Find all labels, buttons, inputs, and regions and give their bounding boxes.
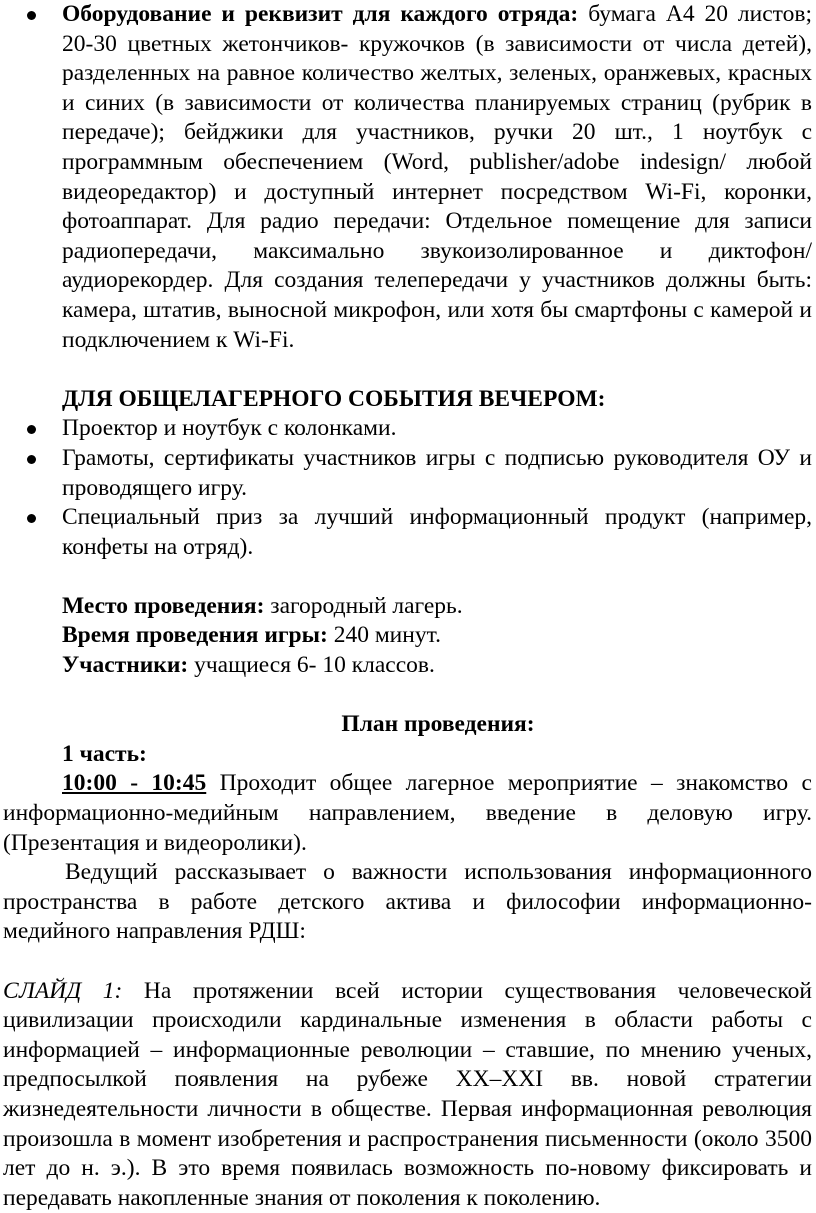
evening-heading: ДЛЯ ОБЩЕЛАГЕРНОГО СОБЫТИЯ ВЕЧЕРОМ: (62, 385, 606, 412)
spacer (0, 681, 816, 711)
equipment-list (0, 0, 816, 355)
evening-item (0, 444, 816, 503)
evening-item-text: Специальный приз за лучший информационный продукт (например, конфеты на отряд). (62, 504, 812, 560)
time-line (62, 621, 816, 651)
bullet-icon (27, 514, 36, 523)
schedule-paragraph (0, 769, 816, 858)
bullet-icon (27, 455, 36, 464)
spacer (0, 947, 816, 977)
slide-label: СЛАЙД 1: (3, 977, 123, 1004)
event-info (0, 592, 816, 681)
equipment-text: бумага А4 20 листов; 20-30 цветных жетончиков- кружочков (в зависимости от числа детей), разделенных на равное количество желтых, зеленых, оранжевых, красных и синих (в зависимости от количества планируемых страниц (рубрик в передаче); бейджики для участников, ручки 20 шт., 1 ноутбук с программным обеспечением (Word, publisher/adobe indesign/ любой видеоредактор) и доступный интернет посредством Wi-Fi, коронки, фотоаппарат. Для радио передачи: Отдельное помещение для записи радиопередачи, максимально звукоизолированное и диктофон/аудиорекордер. Для создания телепередачи у участников должны быть: камера, штатив, выносной микрофон, или хотя бы смартфоны с камерой и подключением к Wi-Fi. (62, 1, 812, 353)
time-value: 240 минут. (327, 622, 441, 649)
bullet-icon (27, 11, 36, 20)
spacer (0, 562, 816, 592)
place-line (62, 592, 816, 622)
evening-list (0, 414, 816, 562)
evening-item (0, 414, 816, 444)
equipment-label: Оборудование и реквизит для каждого отряда: (62, 1, 579, 27)
spacer (0, 355, 816, 385)
equipment-item (0, 0, 816, 355)
host-paragraph: Ведущий рассказывает о важности использования информационного пространства в работе детского актива и философии информационно-медийного направления РДШ: (3, 859, 812, 945)
participants-value: учащиеся 6- 10 классов. (188, 652, 435, 679)
participants-label: Участники: (62, 652, 189, 679)
schedule-text: Проходит общее лагерное мероприятие – знакомство с информационно-медийным направлением, введение в деловую игру. (Презентация и видеоролики). (3, 770, 812, 856)
slide-text: На протяжении всей истории существования человеческой цивилизации происходили кардинальные изменения в области работы с информацией – информационные революции – ставшие, по мнению ученых, предпосылкой появления на рубеже XX–XXI вв. новой стратегии жизнедеятельности личности в обществе. Первая информационная революция произошла в момент изобретения и распространения письменности (около 3500 лет до н. э.). В это время появилась возможность по-новому фиксировать и передавать накопленные знания от поколения к поколению. (3, 977, 812, 1211)
place-value: загородный лагерь. (264, 592, 463, 619)
part-label: 1 часть: (62, 740, 147, 767)
place-label: Место проведения: (62, 592, 265, 619)
bullet-icon (27, 425, 36, 434)
evening-item-text: Проектор и ноутбук с колонками. (62, 415, 397, 442)
slide-paragraph (0, 977, 816, 1213)
plan-title: План проведения: (341, 711, 535, 738)
evening-item-text: Грамоты, сертификаты участников игры с подписью руководителя ОУ и проводящего игру. (62, 444, 812, 501)
participants-line (62, 651, 816, 681)
evening-item (0, 503, 816, 562)
time-label: Время проведения игры: (62, 622, 328, 649)
schedule-time: 10:00 - 10:45 (62, 770, 207, 797)
